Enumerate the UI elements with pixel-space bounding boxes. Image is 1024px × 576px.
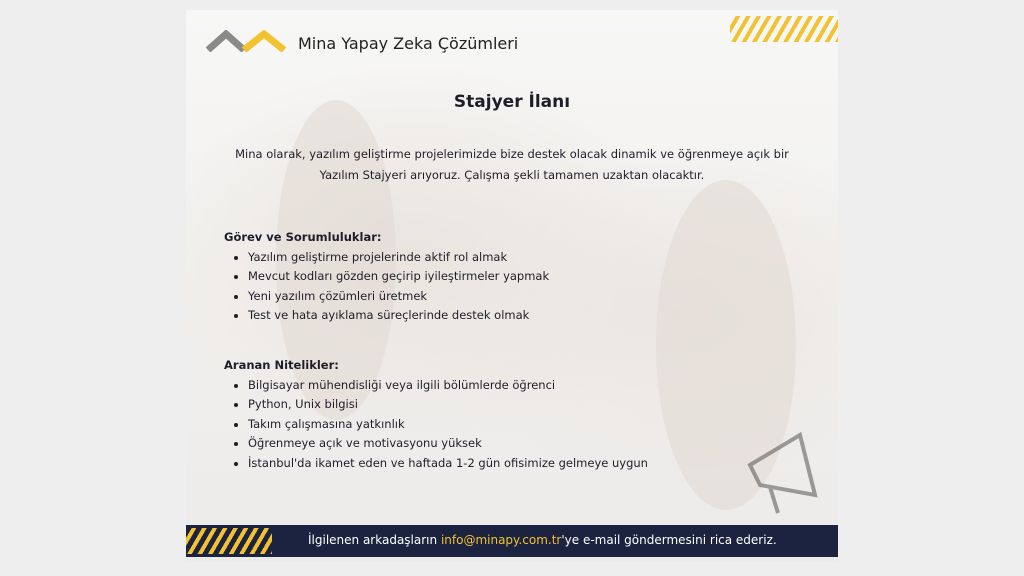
contact-suffix: 'ye e-mail göndermesini rica ederiz. (561, 533, 777, 547)
megaphone-icon (740, 415, 830, 515)
list-item: • Takım çalışmasına yatkınlık (248, 415, 648, 435)
list-item: • Bilgisayar mühendisliği veya ilgili bölümlerde öğrenci (248, 376, 648, 396)
decorative-stripes (730, 16, 838, 42)
list-item: • Python, Unix bilgisi (248, 395, 648, 415)
qualifications-heading: Aranan Nitelikler: (224, 358, 339, 372)
list-item: • Öğrenmeye açık ve motivasyonu yüksek (248, 434, 648, 454)
contact-email-link[interactable]: info@minapy.com.tr (440, 533, 562, 547)
job-posting-card (186, 10, 838, 561)
page-title: Stajyer İlanı (453, 92, 571, 112)
list-item: • Test ve hata ayıklama süreçlerinde destek olmak (248, 306, 549, 326)
list-item: • İstanbul'da ikamet eden ve haftada 1-2 gün ofisimize gelmeye uygun (248, 454, 648, 474)
contact-prefix: İlgilenen arkadaşların (308, 533, 441, 547)
brand-name: Mina Yapay Zeka Çözümleri (298, 34, 519, 53)
brand-logo (206, 30, 288, 52)
contact-text (308, 533, 777, 547)
list-item: • Yeni yazılım çözümleri üretmek (248, 287, 549, 307)
intro-text: Mina olarak, yazılım geliştirme projelerimizde bize destek olacak dinamik ve öğrenmeye açık bir Yazılım Stajyeri arıyoruz. Çalışma şekli tamamen uzaktan olacaktır. (235, 147, 789, 182)
list-item: • Mevcut kodları gözden geçirip iyileştirmeler yapmak (248, 267, 549, 287)
duties-heading: Görev ve Sorumluluklar: (224, 230, 382, 244)
qualifications-section (224, 356, 648, 473)
decorative-stripes (186, 528, 272, 554)
duties-section (224, 228, 549, 326)
list-item: • Yazılım geliştirme projelerinde aktif rol almak (248, 248, 549, 268)
contact-footer (186, 525, 838, 557)
